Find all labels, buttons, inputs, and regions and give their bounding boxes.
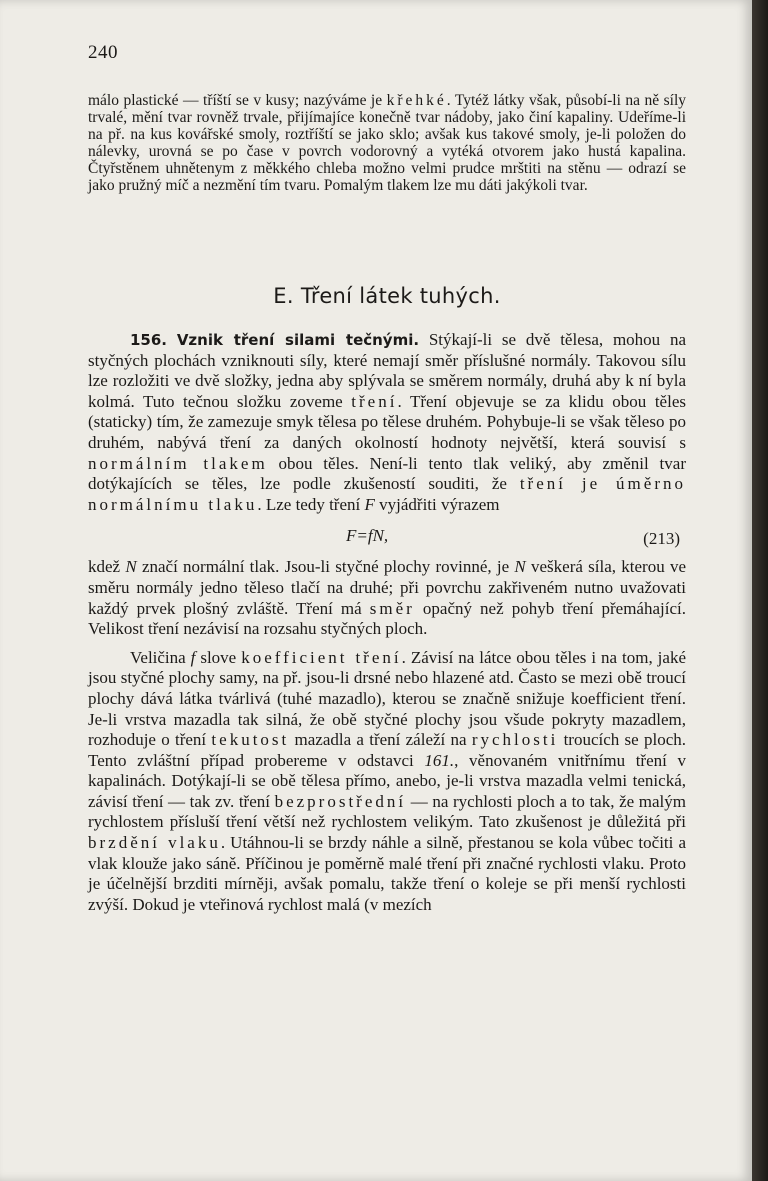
- paragraph-text: . Závisí na látce obou těles i na tom, jaké jsou styčné plochy samy, na př. jsou-li drsné nebo hlazené atd. Často se mezi obě troucí plochy dává látka tvárlivá (tuhé mazadlo), kterou se značně snižuje koefficient tření. Je-li vrstva mazadla tak silná, že obě styčné plochy jsou všude pokryty mazadlem, rozhoduje o tření: [88, 647, 686, 750]
- spaced-term: bezprostřední: [274, 791, 407, 811]
- section-number: 156.: [130, 331, 168, 349]
- spaced-term: tření: [351, 391, 398, 411]
- intro-text: málo plastické — tříští se v kusy; nazýváme je: [88, 92, 387, 109]
- paragraph-text: mazadla a tření záleží na: [289, 730, 472, 750]
- spaced-term: směr: [369, 598, 415, 618]
- section-title: Vznik tření silami tečnými.: [176, 331, 420, 349]
- paragraph-text: opačný než pohyb tření přemáhající. Velikost tření nezávisí na rozsahu styčných ploch.: [88, 598, 686, 639]
- spaced-term: koefficient tření: [241, 647, 402, 667]
- paragraph-gap: [88, 640, 686, 648]
- paragraph-text: kdež: [88, 557, 126, 577]
- page-number: 240: [88, 42, 118, 63]
- paragraph-text: . Utáhnou-li se brzdy náhle a silně, přestanou se kola vůbec točiti a vlak klouže jako sáně. Příčinou je poměrně malé tření při značné rychlosti vlaku. Proto je účelnější brzditi mírněji, avšak pomalu, takže tření o koleje se při menší rychlosti zvýší. Dokud je vteřinová rychlost malá (v mezích: [88, 833, 686, 914]
- intro-text-cont: . Tytéž látky však, působí-li na ně síly trvalé, mění tvar rovněž trvale, přijímajíce konečně tvar nádoby, jako činí kapaliny. Udeříme-li na př. na kus kovářské smoly, roztříští se jako sklo; avšak kus takové smoly, je-li položen do nálevky, urovná se po čase v povrch vodorovný a vytéká otvorem jako hustá kapalina. Čtyřstěnem uhnětenym z měkkého chleba možno velmi prudce mrštiti na stěnu — odrazí se jako pružný míč a nezmění tím tvaru. Pomalým tlakem lze mu dáti jakýkoli tvar.: [88, 92, 687, 194]
- paragraph-text: veškerá síla, kterou ve směru normály jedno těleso tlačí na druhé; při povrchu zakřiveném nutno uvažovati každý prvek plošný zvláště. Tření má: [88, 557, 686, 618]
- paragraph-text: obou těles. Není-li tento tlak veliký, aby změnil tvar dotýkajících se těles, lze podle zkušeností souditi, že: [88, 453, 686, 494]
- variable: N: [125, 557, 137, 577]
- spaced-term: brzdění vlaku: [88, 833, 221, 853]
- variable: F: [364, 494, 375, 514]
- spaced-term: tekutost: [211, 730, 290, 750]
- paragraph-3: [88, 648, 686, 916]
- equation-number: (213): [643, 529, 680, 549]
- book-binding-edge: [752, 0, 768, 1181]
- spaced-term-krehke: křehké: [386, 92, 447, 109]
- section-reference: 161.: [424, 750, 455, 770]
- spaced-term: rychlosti: [471, 730, 559, 750]
- spaced-term: tření je úměrno normálnímu tlaku: [88, 474, 686, 514]
- paragraph-text: troucích se ploch. Tento zvláštní případ probereme v odstavci: [88, 730, 686, 770]
- paragraph-1: [88, 330, 686, 515]
- paragraph-text: , věnovaném vnitřnímu tření v kapalinách. Dotýkají-li se obě tělesa přímo, anebo, je-li vrstva mazadla velmi tenická, závisí tření — tak zv. tření: [88, 750, 686, 811]
- variable: f: [190, 647, 196, 667]
- formula: F=fN,: [346, 526, 389, 546]
- paragraph-text: . Lze tedy tření: [257, 494, 365, 514]
- paragraph-text: značí normální tlak. Jsou-li styčné plochy rovinné, je: [136, 557, 515, 577]
- paragraph-text: . Tření objevuje se za klidu obou těles (staticky) tím, že zamezuje smyk tělesa po tělese druhém. Pohybuje-li se však těleso po druhém, nabývá tření za daných okolností hodnoty největší, která souvisí s: [88, 391, 686, 452]
- main-text: [88, 330, 686, 915]
- paragraph-text: vyjádřiti výrazem: [374, 494, 500, 514]
- spaced-term: normálním tlakem: [88, 453, 268, 473]
- paragraph-2: [88, 557, 686, 639]
- section-heading: E. Tření látek tuhých.: [273, 284, 501, 308]
- equation-row: [88, 517, 686, 555]
- variable: N: [514, 557, 526, 577]
- paragraph-text: Veličina: [130, 647, 191, 667]
- paragraph-text: slove: [195, 647, 242, 667]
- paragraph-text: Stýkají-li se dvě tělesa, mohou na styčných plochách vzniknouti síly, které nemají směr příslušné normály. Takovou sílu lze rozložiti ve dvě složky, jedna aby splývala se směrem normály, druhá aby k ní byla kolmá. Tuto tečnou složku zoveme: [88, 330, 686, 411]
- paragraph-text: — na rychlosti ploch a to tak, že malým rychlostem přísluší tření větší než rychlostem velikým. Tato zkušenost je důležitá při: [88, 791, 686, 832]
- intro-paragraph: [88, 92, 686, 194]
